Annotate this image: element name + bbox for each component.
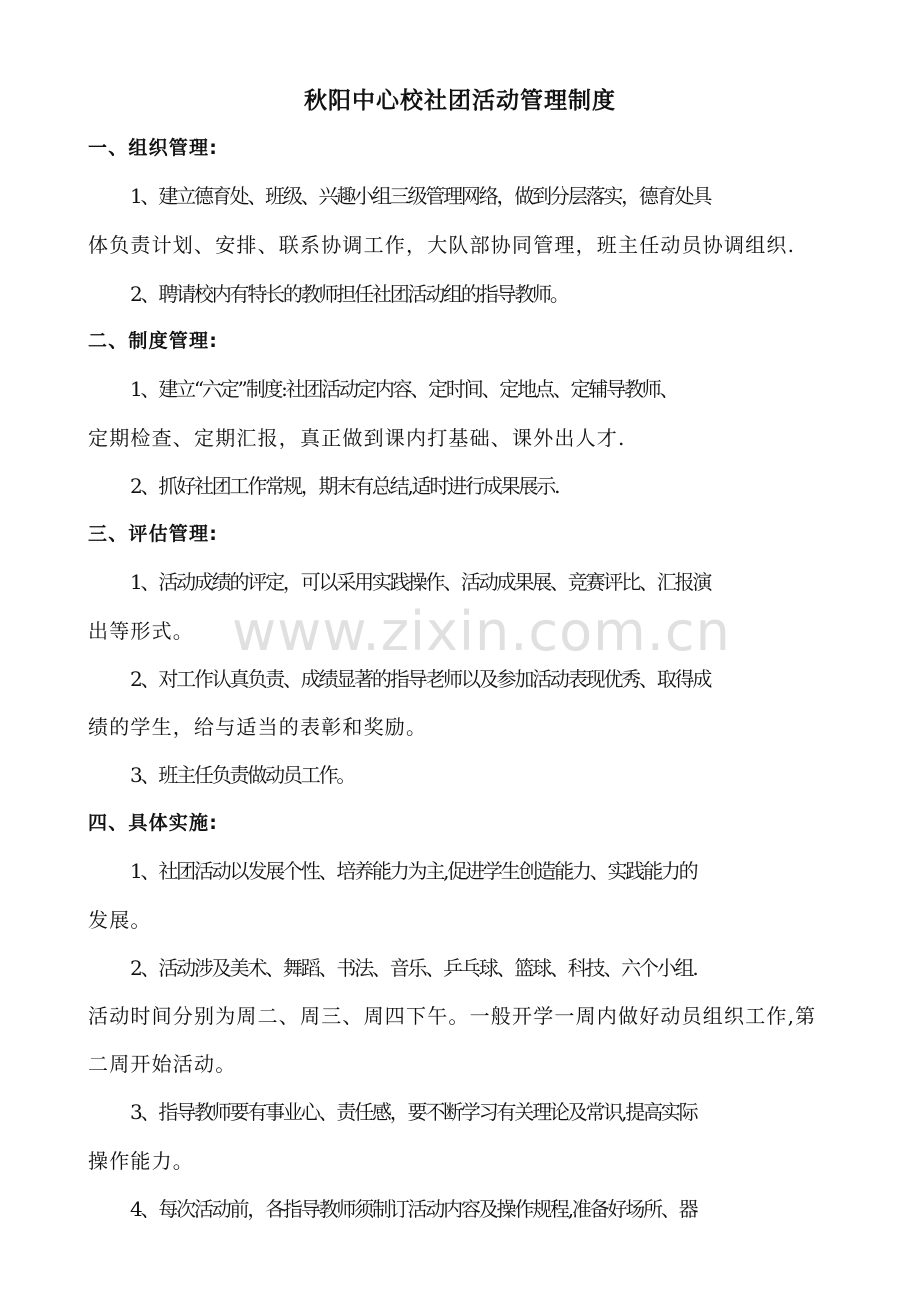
paragraph-line: 3、指导教师要有事业心、责任感，要不断学习有关理论及常识,提高实际 [130, 1100, 697, 1124]
paragraph-line: 1、社团活动以发展个性、培养能力为主,促进学生创造能力、实践能力的 [130, 859, 697, 883]
section-heading: 四、具体实施: [88, 812, 218, 834]
paragraph-line: 定期检查、定期汇报，真正做到课内打基础、课外出人才. [88, 426, 626, 450]
paragraph-line: 操作能力。 [88, 1149, 194, 1173]
watermark: www.zixin.com.cn [232, 600, 731, 663]
section-heading: 一、组织管理: [88, 137, 218, 159]
paragraph-line: 体负责计划、安排、联系协调工作，大队部协同管理，班主任动员协调组织. [88, 233, 796, 257]
paragraph-line: 3、班主任负责做动员工作。 [130, 763, 355, 787]
section-heading: 三、评估管理: [88, 523, 218, 545]
section-heading: 二、制度管理: [88, 330, 218, 352]
document-title: 秋阳中心校社团活动管理制度 [304, 88, 616, 114]
paragraph-line: 出等形式。 [88, 619, 194, 643]
paragraph-line: 2、聘请校内有特长的教师担任社团活动组的指导教师。 [130, 282, 568, 306]
paragraph-line: 1、建立德育处、班级、兴趣小组三级管理网络，做到分层落实，德育处具 [130, 184, 711, 208]
paragraph-line: 活动时间分别为周二、周三、周四下午。一般开学一周内做好动员组织工作,第 [88, 1004, 817, 1028]
paragraph-line: 1、活动成绩的评定，可以采用实践操作、活动成果展、竞赛评比、汇报演 [130, 570, 711, 594]
paragraph-line: 4、每次活动前，各指导教师须制订活动内容及操作规程,准备好场所、器 [130, 1197, 697, 1221]
paragraph-line: 1、建立“六定”制度:社团活动定内容、定时间、定地点、定辅导教师、 [130, 377, 678, 401]
paragraph-line: 2、抓好社团工作常规，期末有总结,适时进行成果展示. [130, 474, 559, 498]
paragraph-line: 二周开始活动。 [88, 1052, 237, 1076]
paragraph-line: 发展。 [88, 908, 152, 932]
paragraph-line: 2、对工作认真负责、成绩显著的指导老师以及参加活动表现优秀、取得成 [130, 667, 711, 691]
paragraph-line: 绩的学生，给与适当的表彰和奖励。 [88, 715, 428, 739]
paragraph-line: 2、活动涉及美术、舞蹈、书法、音乐、乒乓球、篮球、科技、六个小组. [130, 956, 697, 980]
